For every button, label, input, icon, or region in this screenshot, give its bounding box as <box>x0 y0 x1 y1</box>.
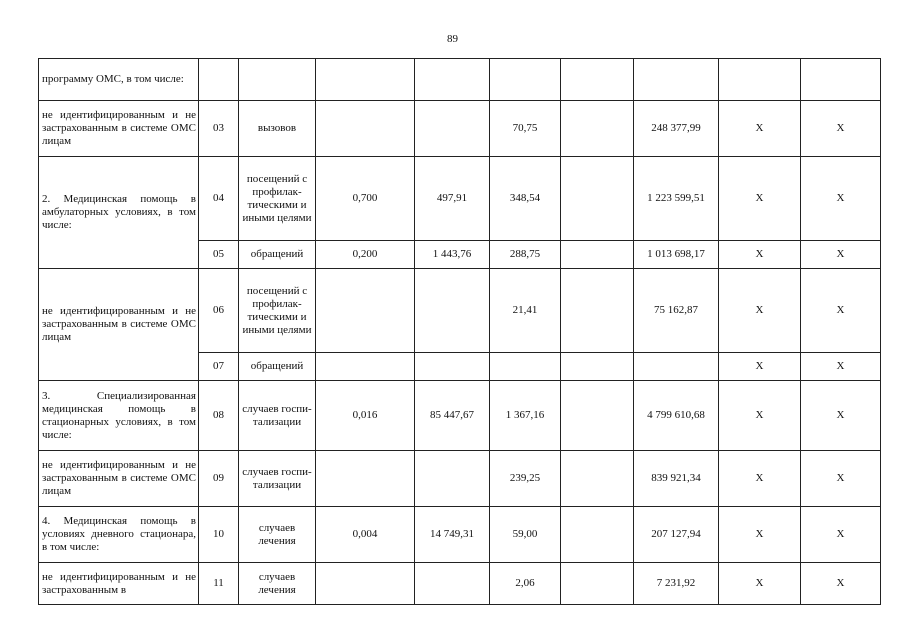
table-cell: X <box>719 451 801 507</box>
table-cell <box>561 269 634 353</box>
table-cell: 248 377,99 <box>634 101 719 157</box>
table-cell: 07 <box>199 353 239 381</box>
table-cell: X <box>719 101 801 157</box>
table-cell <box>561 381 634 451</box>
table-cell <box>561 507 634 563</box>
table-cell: X <box>801 381 881 451</box>
table-row <box>39 157 881 241</box>
table-cell <box>801 59 881 101</box>
table-cell: не идентифицированным и не застрахованным в системе ОМС лицам <box>39 101 199 157</box>
table-cell <box>316 563 415 605</box>
table-cell: X <box>801 157 881 241</box>
table-cell: X <box>719 157 801 241</box>
table-cell <box>316 451 415 507</box>
table-cell: 1 443,76 <box>415 241 490 269</box>
table-row <box>39 451 881 507</box>
table-cell: X <box>801 353 881 381</box>
table-body <box>39 59 881 605</box>
table-cell <box>415 101 490 157</box>
table-cell: 04 <box>199 157 239 241</box>
table-row <box>39 563 881 605</box>
table-cell <box>199 59 239 101</box>
data-table <box>38 58 881 605</box>
table-cell: X <box>801 507 881 563</box>
table-cell: X <box>801 563 881 605</box>
table-row <box>39 507 881 563</box>
table-cell: 09 <box>199 451 239 507</box>
table-cell: X <box>719 381 801 451</box>
table-cell: X <box>801 241 881 269</box>
table-cell: 7 231,92 <box>634 563 719 605</box>
table-cell: 0,700 <box>316 157 415 241</box>
table-cell: не идентифицированным и не застрахованным в <box>39 563 199 605</box>
table-cell: вызовов <box>239 101 316 157</box>
table-cell: 839 921,34 <box>634 451 719 507</box>
table-cell <box>316 59 415 101</box>
table-cell: X <box>719 563 801 605</box>
table-cell <box>415 451 490 507</box>
table-row <box>39 381 881 451</box>
table-cell: посещений с профилак-тическими и иными целями <box>239 269 316 353</box>
table-cell <box>316 353 415 381</box>
table-cell: 0,200 <box>316 241 415 269</box>
table-cell <box>561 563 634 605</box>
table-cell <box>415 353 490 381</box>
table-cell: 288,75 <box>490 241 561 269</box>
table-cell: 1 223 599,51 <box>634 157 719 241</box>
table-cell: 70,75 <box>490 101 561 157</box>
table-cell <box>561 241 634 269</box>
table-cell: 2,06 <box>490 563 561 605</box>
table-row <box>39 269 881 353</box>
table-cell: 85 447,67 <box>415 381 490 451</box>
table-cell: обращений <box>239 353 316 381</box>
page-number: 89 <box>447 33 458 45</box>
table-cell: 4 799 610,68 <box>634 381 719 451</box>
table-cell <box>490 353 561 381</box>
table-cell: 03 <box>199 101 239 157</box>
table-cell: X <box>719 507 801 563</box>
table-cell <box>561 451 634 507</box>
table-cell: случаев лечения <box>239 507 316 563</box>
table-cell <box>415 269 490 353</box>
table-cell: X <box>801 269 881 353</box>
table-cell: X <box>719 241 801 269</box>
table-cell: не идентифицированным и не застрахованным в системе ОМС лицам <box>39 269 199 381</box>
table-cell: 0,004 <box>316 507 415 563</box>
table-cell: случаев лечения <box>239 563 316 605</box>
table-cell: 497,91 <box>415 157 490 241</box>
table-cell: обращений <box>239 241 316 269</box>
table-cell: 2. Медицинская помощь в амбулаторных условиях, в том числе: <box>39 157 199 269</box>
table-cell <box>415 563 490 605</box>
table-cell: программу ОМС, в том числе: <box>39 59 199 101</box>
table-cell: 4. Медицинская помощь в условиях дневного стационара, в том числе: <box>39 507 199 563</box>
table-cell: 21,41 <box>490 269 561 353</box>
table-row <box>39 59 881 101</box>
table-cell: 1 013 698,17 <box>634 241 719 269</box>
table-cell: 207 127,94 <box>634 507 719 563</box>
table-cell <box>415 59 490 101</box>
table-cell <box>490 59 561 101</box>
table-cell: X <box>719 353 801 381</box>
table-row <box>39 101 881 157</box>
table-cell <box>239 59 316 101</box>
table-cell: случаев госпи-тализации <box>239 381 316 451</box>
table-cell: 348,54 <box>490 157 561 241</box>
table-cell: не идентифицированным и не застрахованным в системе ОМС лицам <box>39 451 199 507</box>
table-cell: X <box>801 451 881 507</box>
table-cell <box>316 101 415 157</box>
table-cell: 08 <box>199 381 239 451</box>
table-cell: 05 <box>199 241 239 269</box>
table-cell: 0,016 <box>316 381 415 451</box>
table-cell: 59,00 <box>490 507 561 563</box>
table-cell <box>634 59 719 101</box>
table-cell <box>634 353 719 381</box>
table-cell: 75 162,87 <box>634 269 719 353</box>
table-cell <box>316 269 415 353</box>
table-cell <box>561 353 634 381</box>
table-cell: 14 749,31 <box>415 507 490 563</box>
table-cell: 1 367,16 <box>490 381 561 451</box>
table-cell <box>561 101 634 157</box>
table-cell: X <box>801 101 881 157</box>
table-cell: 239,25 <box>490 451 561 507</box>
table-cell: случаев госпи-тализации <box>239 451 316 507</box>
table-cell: 10 <box>199 507 239 563</box>
table-cell <box>561 157 634 241</box>
table-cell: посещений с профилак-тическими и иными целями <box>239 157 316 241</box>
table-cell: X <box>719 269 801 353</box>
table-cell <box>719 59 801 101</box>
table-cell: 06 <box>199 269 239 353</box>
table-cell: 3. Специализированная медицинская помощь в стационарных условиях, в том числе: <box>39 381 199 451</box>
table-cell <box>561 59 634 101</box>
table-cell: 11 <box>199 563 239 605</box>
